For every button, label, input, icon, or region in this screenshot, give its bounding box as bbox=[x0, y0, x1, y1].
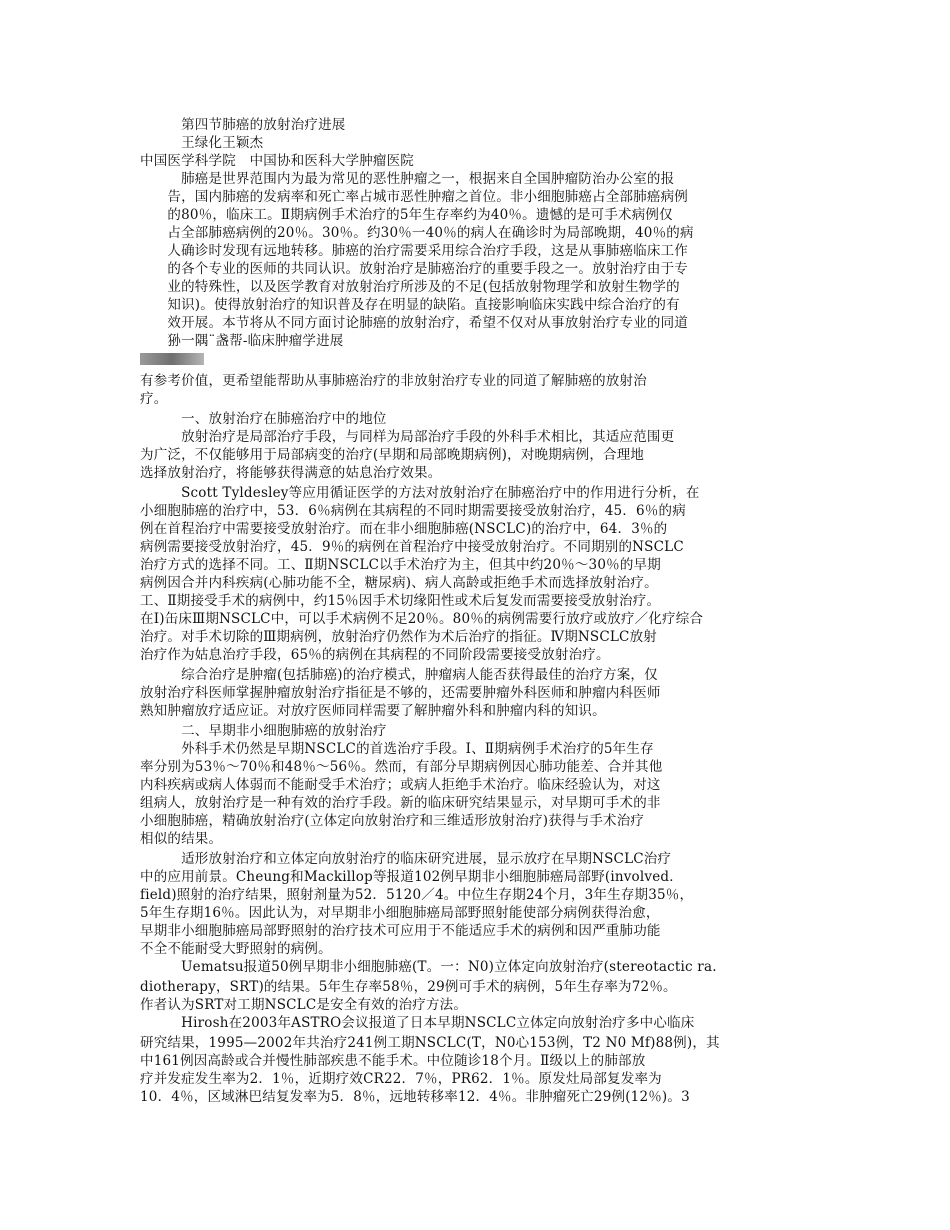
text-line: 占全部肺癌病例的20％。30％。约30％一40％的病人在确诊时为局部晚期，40％的病 bbox=[140, 225, 694, 241]
text-line: 肺癌是世界范围内为最为常见的恶性肿瘤之一，根据来自全国肿瘤防治办公室的报 bbox=[140, 171, 675, 187]
text-line: 治疗。对手术切除的Ⅲ期病例，放射治疗仍然作为术后治疗的指征。Ⅳ期NSCLC放射 bbox=[140, 629, 657, 645]
text-line: 的80％，临床工。Ⅱ期病例手术治疗的5年生存率约为40％。遗憾的是可手术病例仅 bbox=[140, 207, 673, 223]
text-line: Uematsu报道50例早期非小细胞肺癌(T。一：N0)立体定向放射治疗(stereotactic ra. bbox=[140, 959, 717, 975]
text-line: 小细胞肺癌的治疗中，53．6％病例在其病程的不同时期需要接受放射治疗，45．6％的病 bbox=[140, 503, 686, 519]
text-line: 治疗方式的选择不同。工、Ⅱ期NSCLC以手术治疗为主，但其中约20％～30％的早期 bbox=[140, 557, 661, 573]
text-line: 综合治疗是肿瘤(包括肺癌)的治疗模式，肿瘤病人能否获得最佳的治疗方案，仅 bbox=[140, 667, 658, 683]
text-line: 率分别为53％～70％和48％～56％。然而，有部分早期病例因心肺功能差、合并其他 bbox=[140, 759, 663, 775]
page-header-fragment: 狲一隅¨盏帮-临床肿瘤学进展 bbox=[140, 333, 344, 349]
text-line: 研究结果，1995—2002年共治疗241例工期NSCLC(T，N0心153例，T2 N0 Mf)88例)，其 bbox=[140, 1035, 720, 1051]
text-line: 为广泛，不仅能够用于局部病变的治疗(早期和局部晚期病例)，对晚期病例，合理地 bbox=[140, 447, 645, 463]
section-heading: 二、早期非小细胞肺癌的放射治疗 bbox=[140, 723, 387, 739]
authors: 王绿化王颖杰 bbox=[140, 135, 264, 151]
text-line: 人确诊时发现有远地转移。肺癌的治疗需要采用综合治疗手段，这是从事肺癌临床工作 bbox=[140, 243, 688, 259]
section-heading: 一、放射治疗在肺癌治疗中的地位 bbox=[140, 411, 387, 427]
text-line: 适形放射治疗和立体定向放射治疗的临床研究进展，显示放疗在早期NSCLC治疗 bbox=[140, 851, 672, 867]
text-line: 知识)。使得放射治疗的知识普及存在明显的缺陷。直接影响临床实践中综合治疗的有 bbox=[140, 297, 680, 313]
text-line: 业的特殊性，以及医学教育对放射治疗所涉及的不足(包括放射物理学和放射生物学的 bbox=[140, 279, 680, 295]
text-line: 中的应用前景。Cheung和Mackillop等报道102例早期非小细胞肺癌局部野(involved． bbox=[140, 869, 683, 885]
text-line: 10．4％，区域淋巴结复发率为5．8％，远地转移率12．4％。非肿瘤死亡29例(12％)。3 bbox=[140, 1089, 690, 1105]
affiliation: 中国医学科学院 中国协和医科大学肿瘤医院 bbox=[140, 153, 414, 169]
scan-artifact bbox=[140, 353, 204, 365]
text-line: 疗并发症发生率为2．1％，近期疗效CR22．7％，PR62．1％。原发灶局部复发率为 bbox=[140, 1071, 662, 1087]
text-line: 告，国内肺癌的发病率和死亡率占城市恶性肿瘤之首位。非小细胞肺癌占全部肺癌病例 bbox=[140, 189, 688, 205]
text-line: 病例需要接受放射治疗，45．9％的病例在首程治疗中接受放射治疗。不同期别的NSCLC bbox=[140, 539, 684, 555]
text-line: 疗。 bbox=[140, 391, 168, 407]
text-line: Hirosh在2003年ASTRO会议报道了日本早期NSCLC立体定向放射治疗多中心临床 bbox=[140, 1015, 695, 1031]
text-line: 组病人，放射治疗是一种有效的治疗手段。新的临床研究结果显示，对早期可手术的非 bbox=[140, 795, 661, 811]
text-line: 内科疾病或病人体弱而不能耐受手术治疗；或病人拒绝手术治疗。临床经验认为，对这 bbox=[140, 777, 661, 793]
text-line: 外科手术仍然是早期NSCLC的首选治疗手段。I、Ⅱ期病例手术治疗的5年生存 bbox=[140, 741, 654, 757]
text-line: 治疗作为姑息治疗手段，65％的病例在其病程的不同阶段需要接受放射治疗。 bbox=[140, 647, 610, 663]
text-line: 有参考价值，更希望能帮助从事肺癌治疗的非放射治疗专业的同道了解肺癌的放射治 bbox=[140, 373, 647, 389]
text-line: 放射治疗科医师掌握肿瘤放射治疗指征是不够的，还需要肿瘤外科医师和肿瘤内科医师 bbox=[140, 685, 661, 701]
text-line: field)照射的治疗结果，照射剂量为52．5120／4。中位生存期24个月，3年生存期35％， bbox=[140, 887, 694, 903]
text-line: 选择放射治疗，将能够获得满意的姑息治疗效果。 bbox=[140, 465, 442, 481]
text-line: diotherapy，SRT)的结果。5年生存率58％，29例可手术的病例，5年生存率为72％。 bbox=[140, 979, 677, 995]
text-line: 病例因合并内科疾病(心肺功能不全，糖尿病)、病人高龄或拒绝手术而选择放射治疗。 bbox=[140, 575, 658, 591]
text-line: 相似的结果。 bbox=[140, 831, 223, 847]
text-line: 工、Ⅱ期接受手术的病例中，约15％因手术切缘阳性或术后复发而需要接受放射治疗。 bbox=[140, 593, 661, 609]
text-line: 放射治疗是局部治疗手段，与同样为局部治疗手段的外科手术相比，其适应范围更 bbox=[140, 429, 675, 445]
text-line: 不全不能耐受大野照射的病例。 bbox=[140, 941, 332, 957]
text-line: 例在首程治疗中需要接受放射治疗。而在非小细胞肺癌(NSCLC)的治疗中，64．3％的 bbox=[140, 521, 668, 537]
text-line: Scott Tyldesley等应用循证医学的方法对放射治疗在肺癌治疗中的作用进行分析，在 bbox=[140, 485, 700, 501]
text-line: 的各个专业的医师的共同认识。放射治疗是肺癌治疗的重要手段之一。放射治疗由于专 bbox=[140, 261, 688, 277]
text-line: 效开展。本节将从不同方面讨论肺癌的放射治疗，希望不仅对从事放射治疗专业的同道 bbox=[140, 315, 688, 331]
text-line: 小细胞肺癌，精确放射治疗(立体定向放射治疗和三维适形放射治疗)获得与手术治疗 bbox=[140, 813, 645, 829]
text-line: 中161例因高龄或合并慢性肺部疾患不能手术。中位随诊18个月。Ⅱ级以上的肺部放 bbox=[140, 1053, 646, 1069]
text-line: 熟知肿瘤放疗适应证。对放疗医师同样需要了解肿瘤外科和肿瘤内科的知识。 bbox=[140, 703, 606, 719]
section-title: 第四节肺癌的放射治疗进展 bbox=[140, 117, 346, 133]
text-line: 在Ⅰ)缶床Ⅲ期NSCLC中，可以手术病例不足20％。80％的病例需要行放疗或放疗／化疗综合 bbox=[140, 611, 704, 627]
text-line: 早期非小细胞肺癌局部野照射的治疗技术可应用于不能适应手术的病例和因严重肺功能 bbox=[140, 923, 661, 939]
text-line: 作者认为SRT对工期NSCLC是安全有效的治疗方法。 bbox=[140, 997, 468, 1013]
text-line: 5年生存期16％。因此认为，对早期非小细胞肺癌局部野照射能使部分病例获得治愈， bbox=[140, 905, 660, 921]
